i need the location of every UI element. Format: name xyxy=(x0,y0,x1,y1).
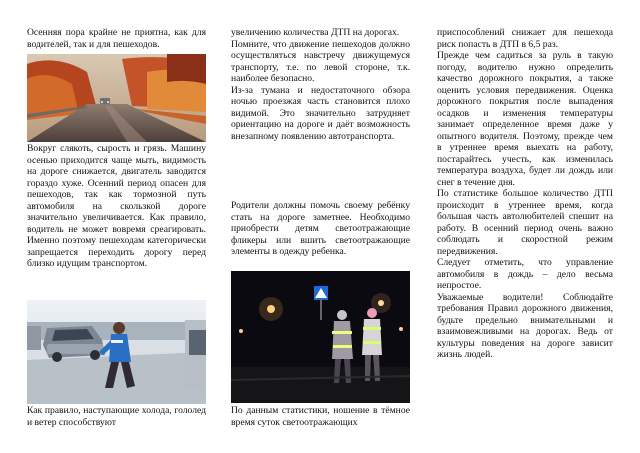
cold-weather-paragraph: Как правило, наступающие холода, гололед и ветер способствуют xyxy=(27,405,206,428)
autumn-road-photo xyxy=(27,54,206,142)
reflectors-paragraph: Родители должны помочь своему ребёнку стать на дороге заметнее. Необходимо приобрести детям светоотражающие фликеры или вшить светоотражающие элементы в одежду ребенка. xyxy=(231,200,410,257)
driver-preparation-paragraph: Прежде чем садиться за руль в такую погоду, водителю нужно определить качество дорожного покрытия, а также оценить условия передвижения. Оценка дорожного покрытия после выпадения осадков и изменения температуры занимает определенное время даже у опытного водителя. Поэтому, прежде чем в утреннее время выехать на работу, постарайтесь учесть, как изменилась температура воздуха, будет ли дождь или снег в течение дня. xyxy=(437,50,613,188)
column-2-upper xyxy=(231,27,410,142)
rain-driving-paragraph: Следует отметить, что управление автомобиля в дождь – дело весьма непростое. xyxy=(437,257,613,291)
reflector-statistic-paragraph: приспособлений снижает для пешехода риск попасть в ДТП в 6,5 раз. xyxy=(437,27,613,50)
walking-direction-paragraph: Помните, что движение пешеходов должно осуществляться навстречу движущемуся транспорту, т.е. по левой стороне, т.к. наиболее безопасно. xyxy=(231,38,410,84)
fog-visibility-paragraph: Из-за тумана и недостаточного обзора ночью проезжая часть становится плохо видимой. Это значительно затрудняет ориентацию на дороге и даёт возможность внезапному появлению автотранспорта. xyxy=(231,84,410,142)
morning-accidents-paragraph: По статистике большое количество ДТП происходит в утреннее время, когда большая часть автолюбителей спешит на работу. В осенний период очень важно соблюдать и скоростной режим передвижения. xyxy=(437,188,613,257)
autumn-hazards-paragraph: Вокруг слякоть, сырость и грязь. Машину осенью приходится чаще мыть, видимость на дороге снижается, двигатель заводится гораздо хуже. Осенний период опасен для пешеходов, так как тормозной путь автомобиля на скользкой дороге значительно увеличивается. Как правило, водитель не может вовремя среагировать. Именно поэтому пешеходам категорически запрещается переходить дорогу перед близко идущим транспортом. xyxy=(27,143,206,269)
pedestrian-winter-photo xyxy=(27,300,206,404)
intro-paragraph: Осенняя пора крайне не приятна, как для водителей, так и для пешеходов. xyxy=(27,27,206,50)
appeal-to-drivers-paragraph: Уважаемые водители! Соблюдайте требования Правил дорожного движения, будьте предельно внимательными и взаимовежливыми на дорогах. Ведь от культуры поведения на дороге зависит жизнь людей. xyxy=(437,291,613,360)
accident-growth-paragraph: увеличению количества ДТП на дорогах. xyxy=(231,27,400,38)
statistics-paragraph: По данным статистики, ношение в тёмное время суток светоотражающих xyxy=(231,405,410,428)
column-3-body xyxy=(437,27,613,361)
night-crossing-photo xyxy=(231,271,410,403)
